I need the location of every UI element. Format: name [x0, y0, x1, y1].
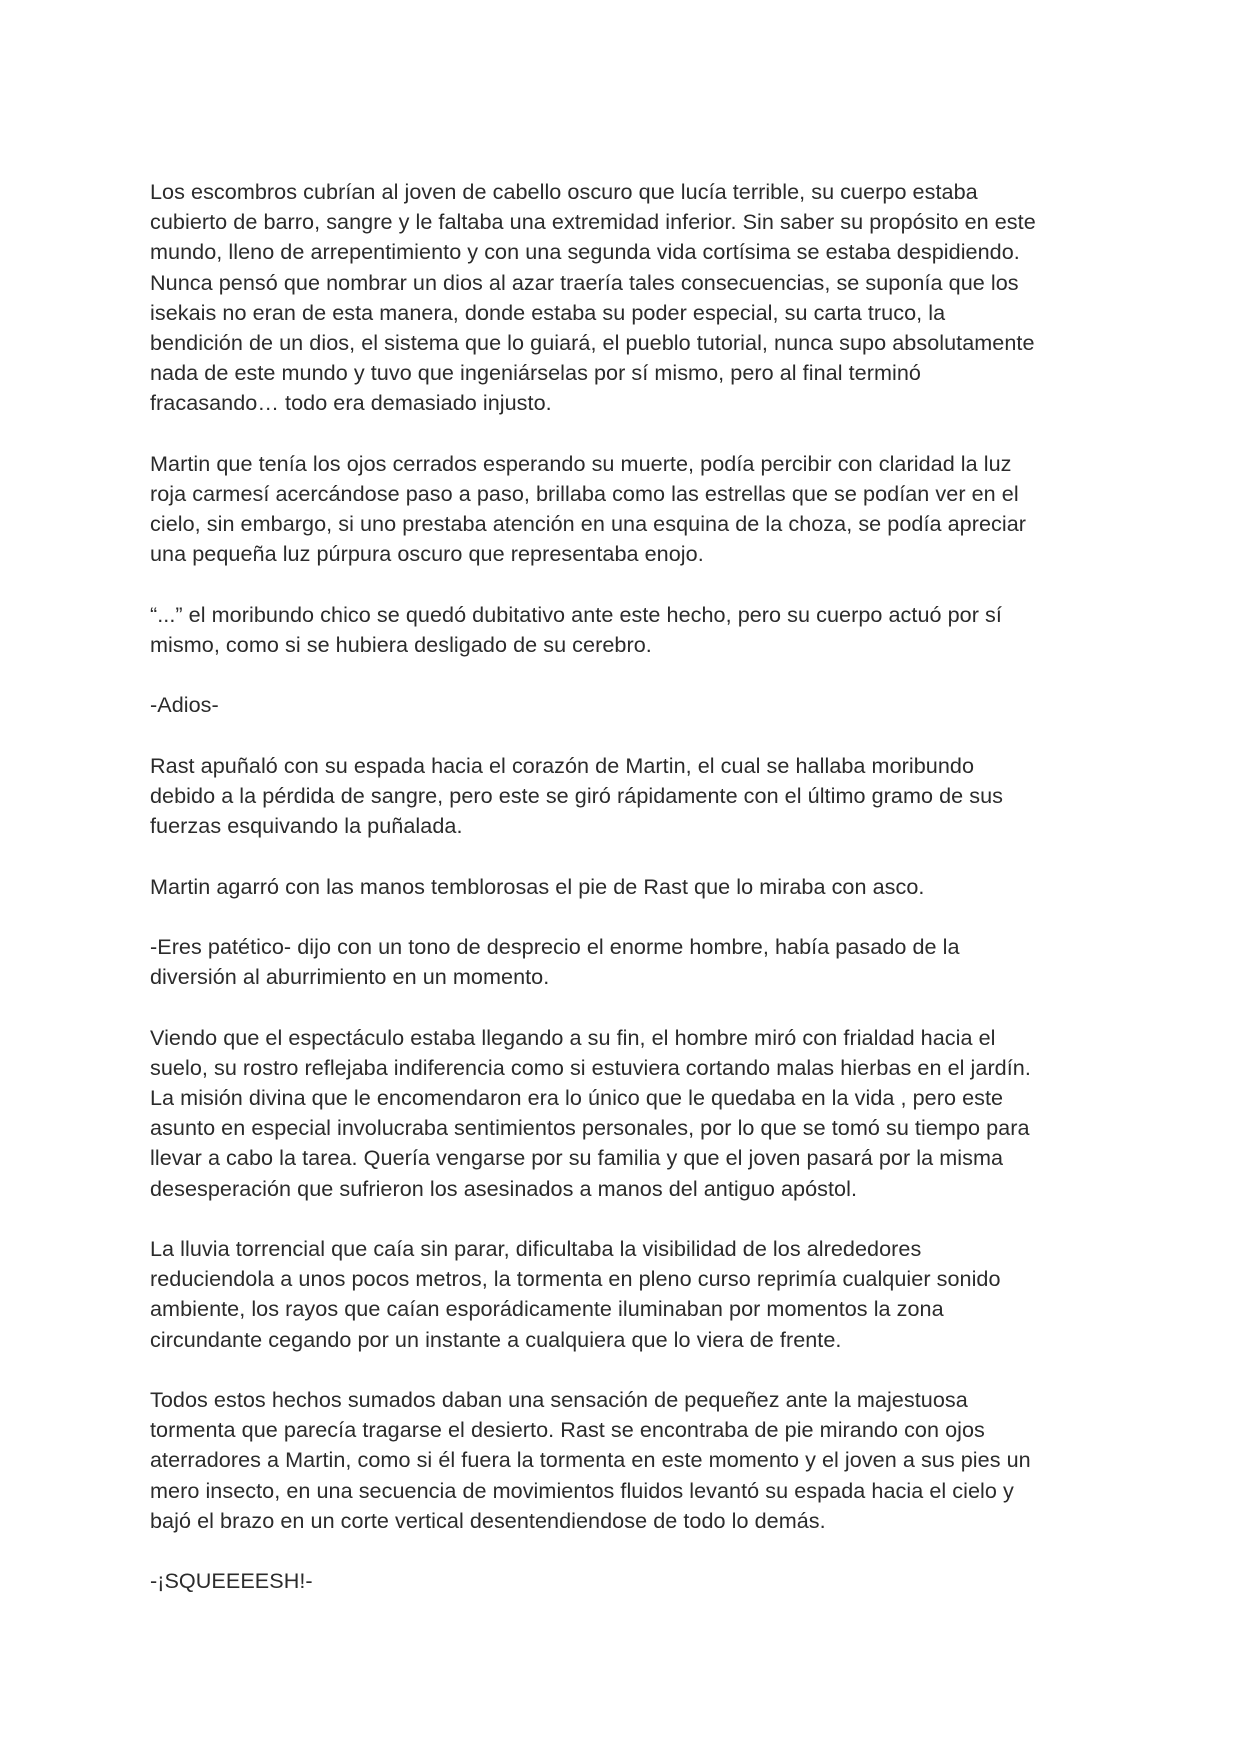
text-line: debido a la pérdida de sangre, pero este se giró rápidamente con el último gramo de sus — [150, 783, 1004, 808]
text-line: bendición de un dios, el sistema que lo guiará, el pueblo tutorial, nunca supo absolutamente — [150, 330, 1035, 356]
text-line: Martin agarró con las manos temblorosas el pie de Rast que lo miraba con asco. — [150, 873, 925, 899]
text-line: isekais no eran de esta manera, donde estaba su poder especial, su carta truco, la — [150, 299, 946, 325]
text-line: cielo, sin embargo, si uno prestaba atención en una esquina de la choza, se podía apreciar — [150, 511, 1027, 537]
text-line: La lluvia torrencial que caía sin parar, dificultaba la visibilidad de los alrededores — [150, 1235, 922, 1261]
text-line: desesperación que sufrieron los asesinados a manos del antiguo apóstol. — [150, 1175, 858, 1201]
text-line: asunto en especial involucraba sentimientos personales, por lo que se tomó su tiempo para — [150, 1115, 1030, 1141]
text-line: mismo, como si se hubiera desligado de su cerebro. — [150, 632, 652, 658]
text-line: circundante cegando por un instante a cualquiera que lo viera de frente. — [150, 1326, 842, 1352]
text-line: suelo, su rostro reflejaba indiferencia como si estuviera cortando malas hierbas en el jardín. — [150, 1054, 1031, 1080]
text-line: reduciendola a unos pocos metros, la tormenta en pleno curso reprimía cualquier sonido — [150, 1266, 1001, 1292]
paragraph-2 — [150, 449, 1100, 570]
text-line: La misión divina que le encomendaron era lo único que le quedaba en la vida , pero este — [150, 1084, 1004, 1110]
text-line: nada de este mundo y tuvo que ingeniárselas por sí mismo, pero al final terminó — [150, 360, 921, 386]
paragraph-6 — [150, 872, 1100, 902]
text-line: Rast apuñaló con su espada hacia el corazón de Martin, el cual se hallaba moribundo — [150, 752, 975, 778]
paragraph-5 — [150, 751, 1100, 842]
text-line: Todos estos hechos sumados daban una sensación de pequeñez ante la majestuosa — [150, 1386, 968, 1412]
paragraph-9 — [150, 1234, 1100, 1355]
text-line: mundo, lleno de arrepentimiento y con una segunda vida cortísima se estaba despidiendo. — [150, 239, 1020, 265]
text-line: una pequeña luz púrpura oscuro que representaba enojo. — [150, 541, 704, 567]
paragraph-8 — [150, 1023, 1100, 1204]
text-line: diversión al aburrimiento en un momento. — [150, 964, 550, 990]
text-line: cubierto de barro, sangre y le faltaba una extremidad inferior. Sin saber su propósito en este — [150, 209, 1036, 235]
text-line: tormenta que parecía tragarse el desierto. Rast se encontraba de pie mirando con ojos — [150, 1417, 985, 1443]
text-line: bajó el brazo en un corte vertical desentendiendose de todo lo demás. — [150, 1507, 826, 1533]
text-line: -Eres patético- dijo con un tono de desprecio el enorme hombre, había pasado de la — [150, 933, 960, 959]
paragraph-11-sound-effect — [150, 1566, 1100, 1596]
text-line: Viendo que el espectáculo estaba llegando a su fin, el hombre miró con frialdad hacia el — [150, 1024, 996, 1050]
text-line: “...” el moribundo chico se quedó dubitativo ante este hecho, pero su cuerpo actuó por sí — [150, 601, 1002, 627]
text-line: Los escombros cubrían al joven de cabello oscuro que lucía terrible, su cuerpo estaba — [150, 179, 978, 204]
text-line: -Adios- — [150, 692, 219, 718]
text-line: Martin que tenía los ojos cerrados esperando su muerte, podía percibir con claridad la luz — [150, 450, 1012, 476]
text-line: mero insecto, en una secuencia de movimientos fluidos levantó su espada hacia el cielo y — [150, 1477, 1014, 1503]
paragraph-4-dialogue — [150, 690, 1100, 720]
paragraph-3 — [150, 600, 1100, 660]
text-line: fracasando… todo era demasiado injusto. — [150, 390, 552, 416]
paragraph-10 — [150, 1385, 1100, 1536]
text-line: -¡SQUEEEESH!- — [150, 1568, 313, 1594]
paragraph-7 — [150, 932, 1100, 992]
document-body — [150, 177, 1100, 1627]
text-line: fuerzas esquivando la puñalada. — [150, 813, 463, 839]
text-line: llevar a cabo la tarea. Quería vengarse por su familia y que el joven pasará por la misma — [150, 1145, 1004, 1171]
text-line: Nunca pensó que nombrar un dios al azar traería tales consecuencias, se suponía que los — [150, 269, 1019, 295]
text-line: roja carmesí acercándose paso a paso, brillaba como las estrellas que se podían ver en el — [150, 481, 1019, 507]
text-line: ambiente, los rayos que caían esporádicamente iluminaban por momentos la zona — [150, 1296, 944, 1322]
paragraph-1 — [150, 177, 1100, 419]
text-line: aterradores a Martin, como si él fuera la tormenta en este momento y el joven a sus pies un — [150, 1447, 1031, 1473]
